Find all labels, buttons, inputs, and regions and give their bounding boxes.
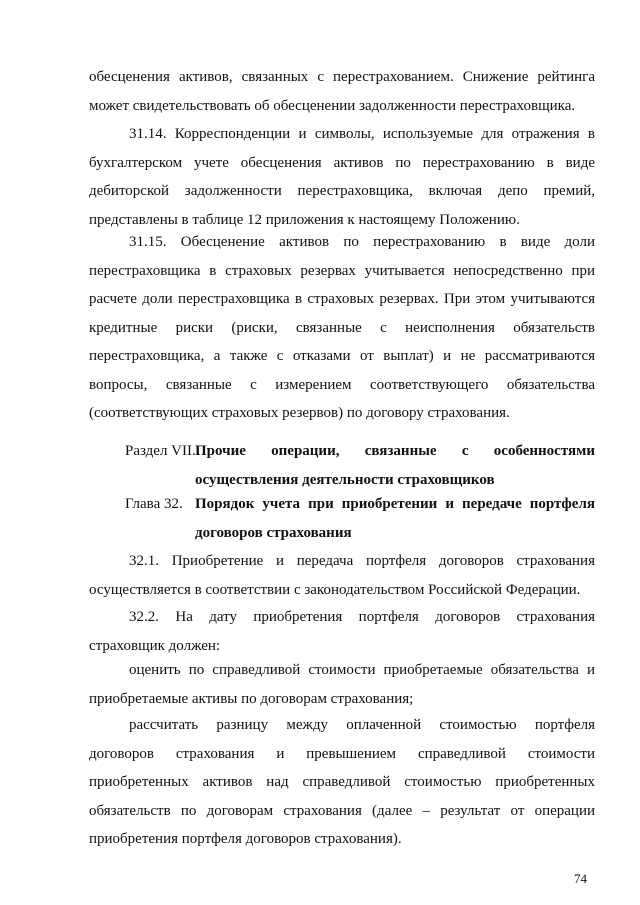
text-line: обязательств по договорам страхования (далее – результат от операции xyxy=(89,802,595,819)
text-line: приобретаемые активы по договорам страхования; xyxy=(89,690,414,707)
text-line: рассчитать разницу между оплаченной стоимостью портфеля xyxy=(129,717,595,733)
paragraph-assess-fair-value xyxy=(89,656,595,713)
heading-row xyxy=(125,437,595,466)
section-heading xyxy=(125,437,595,494)
text-line: обесценения активов, связанных с перестрахованием. Снижение рейтинга xyxy=(89,69,595,85)
text-line: перестраховщика, а также с отказами от выплат) и не рассматриваются xyxy=(89,348,595,364)
text-line: представлены в таблице 12 приложения к настоящему Положению. xyxy=(89,211,520,228)
section-title-line: Прочие операции, связанные с особенностями xyxy=(195,443,595,459)
chapter-heading xyxy=(125,490,595,547)
chapter-title-line: Порядок учета при приобретении и передаче портфеля xyxy=(195,496,595,512)
chapter-label: Глава 32. xyxy=(125,496,183,512)
text-line: оценить по справедливой стоимости приобретаемые обязательства и xyxy=(129,662,595,678)
text-line: страховщик должен: xyxy=(89,637,221,654)
text-line: перестраховщика в страховых резервах учитывается непосредственно при xyxy=(89,262,595,279)
text-line: приобретения портфеля договоров страхования). xyxy=(89,831,402,847)
section-label: Раздел VII. xyxy=(125,443,196,459)
text-line: расчете доли перестраховщика в страховых резервах. При этом учитываются xyxy=(89,291,595,307)
paragraph-calculate-difference xyxy=(89,711,595,854)
heading-row xyxy=(125,519,595,548)
text-line: договоров страхования и превышением справедливой стоимости xyxy=(89,745,595,762)
paragraph-rating-impairment xyxy=(89,63,595,120)
paragraph-31-15 xyxy=(89,228,595,428)
text-line: бухгалтерском учете обесценения активов по перестрахованию в виде xyxy=(89,154,595,171)
paragraph-32-2 xyxy=(89,603,595,660)
text-line: приобретенных активов над справедливой стоимостью приобретенных xyxy=(89,774,595,790)
chapter-title-line: договоров страхования xyxy=(195,524,352,541)
text-line: (соответствующих страховых резервов) по договору страхования. xyxy=(89,405,510,421)
text-line: 31.14. Корреспонденции и символы, используемые для отражения в xyxy=(129,126,595,142)
text-line: 32.2. На дату приобретения портфеля договоров страхования xyxy=(129,609,595,625)
text-line: 31.15. Обесценение активов по перестрахованию в виде доли xyxy=(129,234,595,250)
page-number: 74 xyxy=(574,871,587,886)
section-title-line: осуществления деятельности страховщиков xyxy=(195,471,495,488)
paragraph-31-14 xyxy=(89,120,595,234)
text-line: может свидетельствовать об обесценении задолженности перестраховщика. xyxy=(89,97,576,114)
text-line: 32.1. Приобретение и передача портфеля договоров страхования xyxy=(129,553,595,569)
text-line: дебиторской задолженности перестраховщика, включая депо премий, xyxy=(89,183,595,199)
text-line: вопросы, связанные с измерением соответствующего обязательства xyxy=(89,376,595,393)
text-line: кредитные риски (риски, связанные с неисполнения обязательств xyxy=(89,319,595,336)
text-line: осуществляется в соответствии с законодательством Российской Федерации. xyxy=(89,581,581,598)
heading-row xyxy=(125,490,595,519)
paragraph-32-1 xyxy=(89,547,595,604)
